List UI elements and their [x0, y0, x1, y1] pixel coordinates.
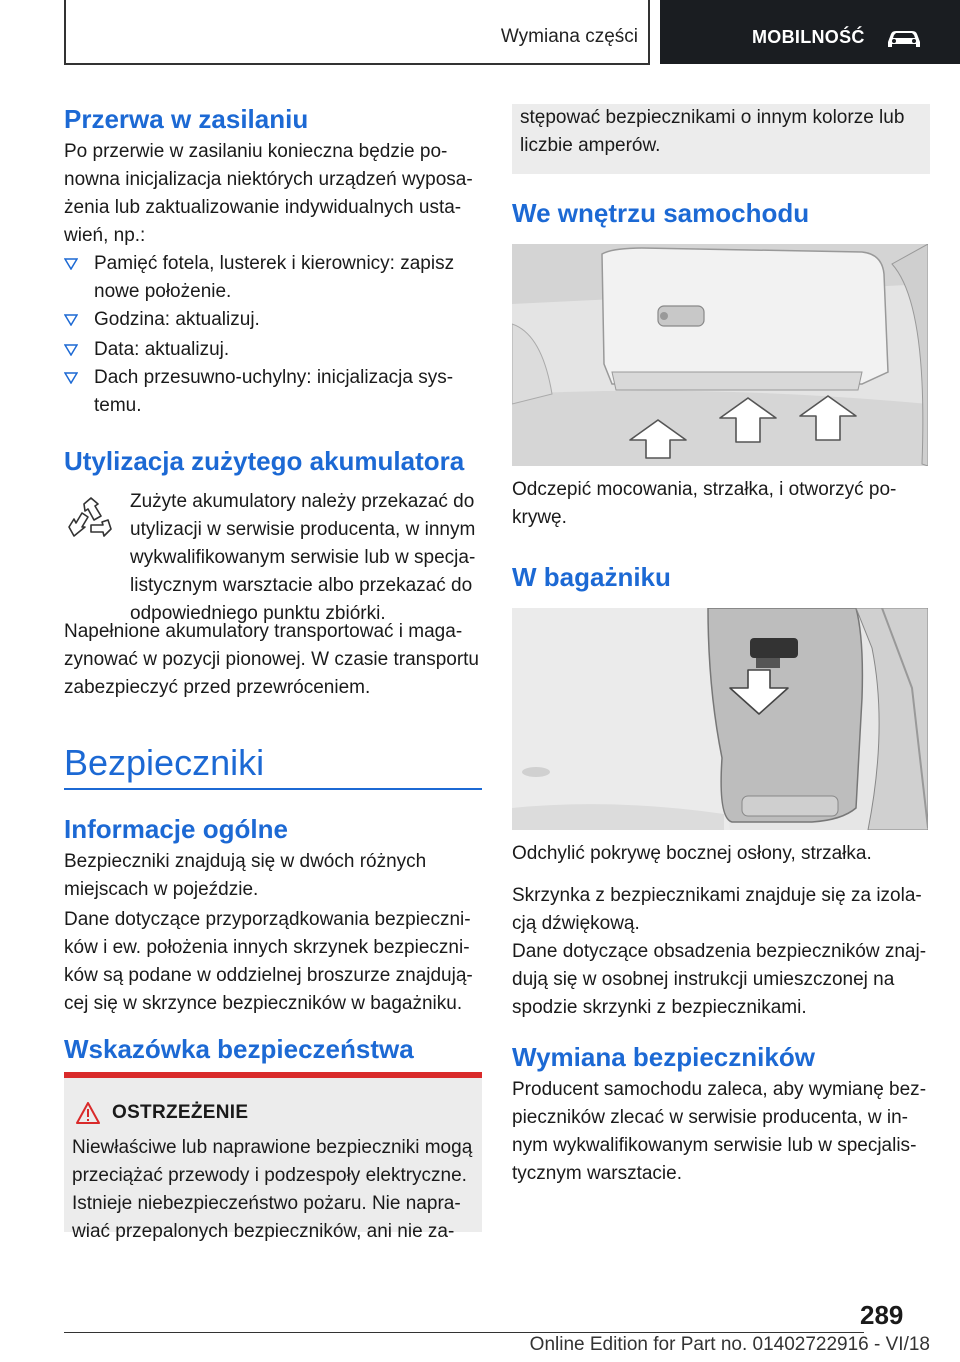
triangle-bullet-icon [64, 258, 78, 270]
warning-continuation-box [512, 104, 930, 174]
header-divider-left [64, 0, 66, 64]
footer-rule [64, 1332, 864, 1333]
warning-title: OSTRZEŻENIE [112, 1102, 249, 1123]
section-title-trunk: W bagażniku [512, 562, 671, 592]
warning-triangle-icon [76, 1102, 100, 1124]
interior-caption: Odczepić mocowania, strzałka, i otworzyć pokrywę. [512, 479, 897, 528]
chapter-title-underline [64, 788, 482, 790]
warning-box [64, 1072, 482, 1242]
battery-disposal-body-1: Zużyte akumulatory należy przekazać do utylizacji w serwisie producenta, w innym wykwalifikowanym serwisie lub w specjalistycznym warsztacie albo przekazać do odpowiedniego punktu zbiórki. [130, 491, 476, 624]
section-title-fuse-replacement: Wymiana bezpieczników [512, 1042, 815, 1072]
header-divider-mid [648, 0, 650, 64]
page-number: 289 [860, 1300, 904, 1330]
section-title-interior: We wnętrzu samochodu [512, 198, 810, 228]
battery-disposal-body-2: Napełnione akumulatory transportować i magazynować w pozycji pionowej. W czasie transportu zabezpieczyć przed przewróceniem. [64, 621, 480, 698]
warning-top-bar [64, 1072, 482, 1078]
trunk-photo [512, 608, 928, 830]
list-item-text: Godzina: aktualizuj. [94, 309, 260, 330]
footer-edition: Online Edition for Part no. 01402722916 - VI/18 [529, 1334, 930, 1355]
list-item-text: Data: aktualizuj. [94, 339, 230, 360]
header-underline [64, 63, 650, 65]
trunk-caption: Odchylić pokrywę bocznej osłony, strzałka. [512, 843, 872, 864]
section-title-general-info: Informacje ogólne [64, 814, 288, 844]
general-info-body-2: Dane dotyczące przyporządkowania bezpieczników i ew. położenia innych skrzynek bezpieczników są podane w oddzielnej broszurze znajdującej się w skrzynce bezpieczników w bagażniku. [64, 909, 473, 1014]
list-item-text: Pamięć fotela, lusterek i kierownicy: zapisz nowe położenie. [94, 253, 455, 302]
triangle-bullet-icon [64, 372, 78, 384]
section-title-power-outage: Przerwa w zasilaniu [64, 104, 309, 134]
header-section-title: Wymiana części [500, 26, 638, 47]
power-outage-body: Po przerwie w zasilaniu konieczna będzie ponowna inicjalizacja niektórych urządzeń wyposażenia lub zaktualizowanie indywidualnych ustawień, np.: [64, 141, 473, 246]
trunk-body-1: Skrzynka z bezpiecznikami znajduje się za izolacją dźwiękową. [512, 885, 922, 934]
section-title-safety-note: Wskazówka bezpieczeństwa [64, 1034, 414, 1064]
general-info-body-1: Bezpieczniki znajdują się w dwóch różnych miejscach w pojeździe. [64, 851, 427, 900]
glovebox-photo [512, 244, 928, 466]
recycle-icon [64, 494, 118, 548]
car-icon [884, 26, 924, 50]
trunk-body-2: Dane dotyczące obsadzenia bezpieczników znajdują się w osobnej instrukcji umieszczonej na spodzie skrzynki z bezpiecznikami. [512, 941, 927, 1018]
warning-continuation-text: stępować bezpiecznikami o innym kolorze lub liczbie amperów. [520, 107, 905, 156]
section-title-battery-disposal: Utylizacja zużytego akumulatora [64, 446, 465, 476]
header-chapter-title: MOBILNOŚĆ [752, 27, 865, 47]
warning-text: Niewłaściwe lub naprawione bezpieczniki mogą przeciążać przewody i podzespoły elektryczne. Istnieje niebezpieczeństwo pożaru. Nie naprawiać przepalonych bezpieczników, ani nie za- [72, 1137, 473, 1242]
list-item-text: Dach przesuwno-uchylny: inicjalizacja systemu. [94, 367, 454, 416]
fuse-replacement-body: Producent samochodu zaleca, aby wymianę bezpieczników zlecać w serwisie producenta, w innym wykwalifikowanym serwisie lub w specjalistycznym warsztacie. [512, 1079, 927, 1184]
chapter-title-fuses: Bezpieczniki [64, 742, 265, 783]
triangle-bullet-icon [64, 314, 78, 326]
triangle-bullet-icon [64, 344, 78, 356]
